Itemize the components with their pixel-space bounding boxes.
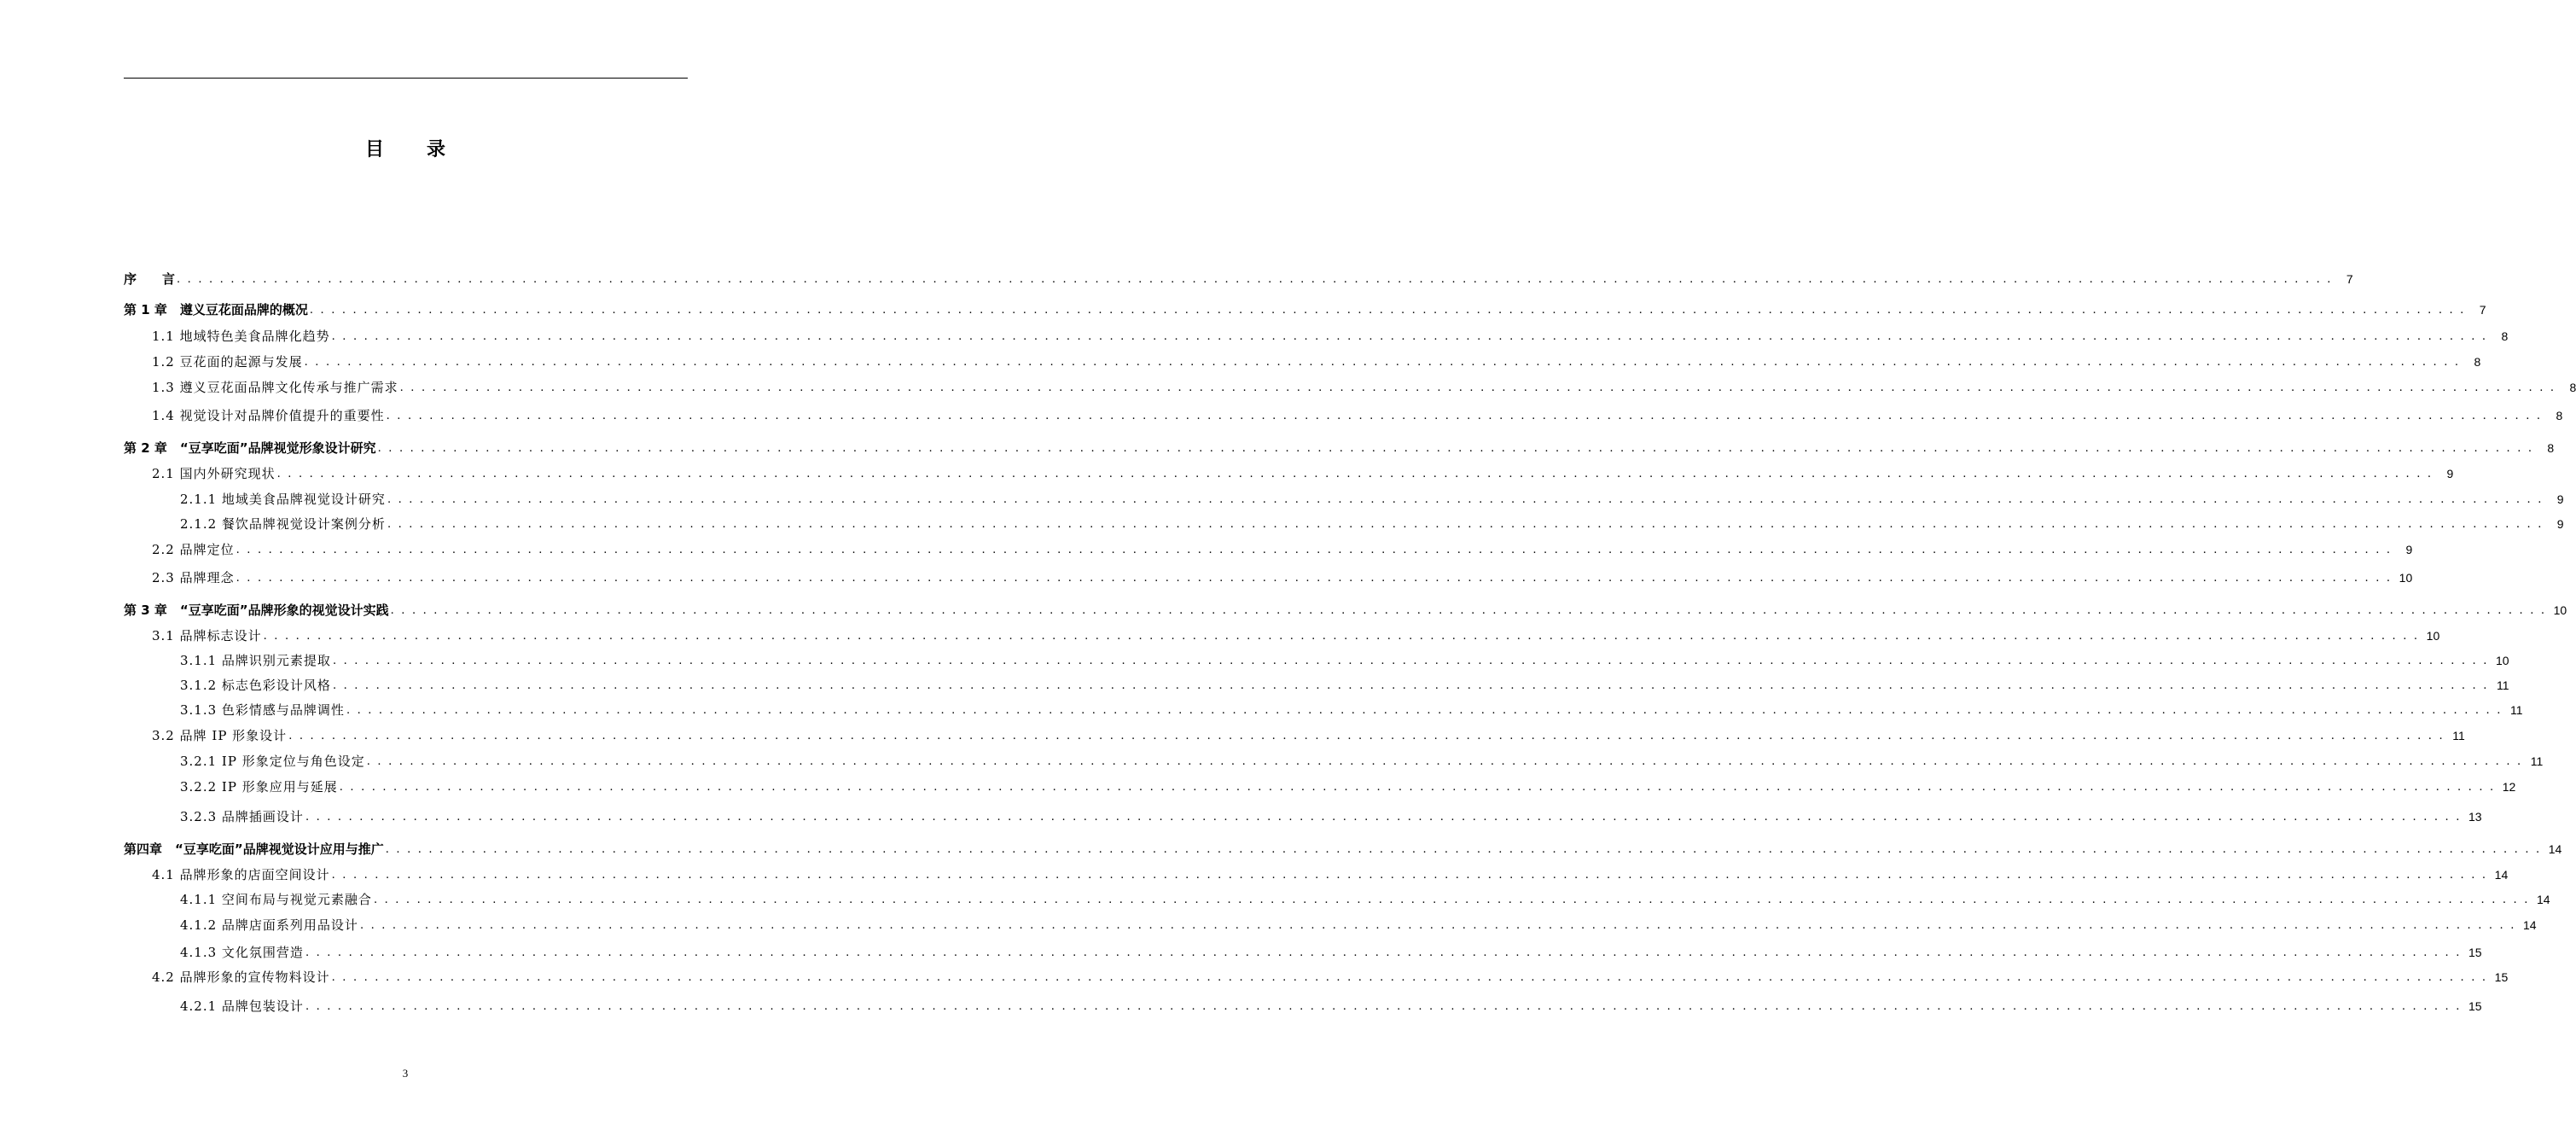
toc-entry-page: 7 bbox=[2346, 272, 2353, 286]
toc-leader-dots: . . . . . . . . . . . . . . . . . . . . . . . . . . . . . . . . . . . . . . . . . . . . . . . . . . . . . . . . . . . . . . . . . . . . . . . . . . . . . . . . . . . . . . . . . . . . . . . . . . . . . . . . . . . . . . . . . . . . . . . . . . . . . . . . . . . . . . . . . . . . . . . . . . . . . . . . . . . . . . . . . . . . . . . . . . . . . . . . . . . . . . . . . . . . . . . . . . . . . . . . bbox=[385, 843, 2542, 856]
toc-leader-dots: . . . . . . . . . . . . . . . . . . . . . . . . . . . . . . . . . . . . . . . . . . . . . . . . . . . . . . . . . . . . . . . . . . . . . . . . . . . . . . . . . . . . . . . . . . . . . . . . . . . . . . . . . . . . . . . . . . . . . . . . . . . . . . . . . . . . . . . . . . . . . . . . . . . . . . . . . . . . . . . . . . . . . . . . . . . . . . . . . . . . . . . . . . . . . . . . . . . . . . . . bbox=[305, 946, 2462, 959]
toc-entry-page: 8 bbox=[2474, 355, 2481, 369]
toc-entry-label: 3.2.3 品牌插画设计 bbox=[180, 809, 304, 824]
toc-entry-page: 14 bbox=[2536, 893, 2550, 906]
toc-leader-dots: . . . . . . . . . . . . . . . . . . . . . . . . . . . . . . . . . . . . . . . . . . . . . . . . . . . . . . . . . . . . . . . . . . . . . . . . . . . . . . . . . . . . . . . . . . . . . . . . . . . . . . . . . . . . . . . . . . . . . . . . . . . . . . . . . . . . . . . . . . . . . . . . . . . . . . . . . . . . . . . . . . . . . . . . . . . . . . . . . . . . . . . . . . . . . . . . . . . . . . . . bbox=[386, 410, 2543, 422]
toc-leader-dots: . . . . . . . . . . . . . . . . . . . . . . . . . . . . . . . . . . . . . . . . . . . . . . . . . . . . . . . . . . . . . . . . . . . . . . . . . . . . . . . . . . . . . . . . . . . . . . . . . . . . . . . . . . . . . . . . . . . . . . . . . . . . . . . . . . . . . . . . . . . . . . . . . . . . . . . . . . . . . . . . . . . . . . . . . . . . . . . . . . . . . . . . . . . . . . . . . . . . . . . . bbox=[288, 730, 2445, 742]
toc-entry-label: 1.3 遵义豆花面品牌文化传承与推广需求 bbox=[152, 380, 398, 395]
toc-entry[interactable] bbox=[124, 327, 2509, 346]
toc-entry[interactable] bbox=[124, 352, 2481, 371]
toc-leader-dots: . . . . . . . . . . . . . . . . . . . . . . . . . . . . . . . . . . . . . . . . . . . . . . . . . . . . . . . . . . . . . . . . . . . . . . . . . . . . . . . . . . . . . . . . . . . . . . . . . . . . . . . . . . . . . . . . . . . . . . . . . . . . . . . . . . . . . . . . . . . . . . . . . . . . . . . . . . . . . . . . . . . . . . . . . . . . . . . . . . . . . . . . . . . . . . . . . . . . . . . . bbox=[377, 442, 2534, 455]
toc-leader-dots: . . . . . . . . . . . . . . . . . . . . . . . . . . . . . . . . . . . . . . . . . . . . . . . . . . . . . . . . . . . . . . . . . . . . . . . . . . . . . . . . . . . . . . . . . . . . . . . . . . . . . . . . . . . . . . . . . . . . . . . . . . . . . . . . . . . . . . . . . . . . . . . . . . . . . . . . . . . . . . . . . . . . . . . . . . . . . . . . . . . . . . . . . . . . . . . . . . . . . . . . bbox=[346, 704, 2503, 717]
toc-leader-dots: . . . . . . . . . . . . . . . . . . . . . . . . . . . . . . . . . . . . . . . . . . . . . . . . . . . . . . . . . . . . . . . . . . . . . . . . . . . . . . . . . . . . . . . . . . . . . . . . . . . . . . . . . . . . . . . . . . . . . . . . . . . . . . . . . . . . . . . . . . . . . . . . . . . . . . . . . . . . . . . . . . . . . . . . . . . . . . . . . . . . . . . . . . . . . . . . . . . . . . . . bbox=[304, 356, 2461, 369]
toc-entry-page: 14 bbox=[2522, 918, 2537, 932]
toc-leader-dots: . . . . . . . . . . . . . . . . . . . . . . . . . . . . . . . . . . . . . . . . . . . . . . . . . . . . . . . . . . . . . . . . . . . . . . . . . . . . . . . . . . . . . . . . . . . . . . . . . . . . . . . . . . . . . . . . . . . . . . . . . . . . . . . . . . . . . . . . . . . . . . . . . . . . . . . . . . . . . . . . . . . . . . . . . . . . . . . . . . . . . . . . . . . . . . . . . . . . . . . . bbox=[359, 919, 2516, 932]
toc-entry[interactable] bbox=[124, 651, 2509, 670]
toc-leader-dots: . . . . . . . . . . . . . . . . . . . . . . . . . . . . . . . . . . . . . . . . . . . . . . . . . . . . . . . . . . . . . . . . . . . . . . . . . . . . . . . . . . . . . . . . . . . . . . . . . . . . . . . . . . . . . . . . . . . . . . . . . . . . . . . . . . . . . . . . . . . . . . . . . . . . . . . . . . . . . . . . . . . . . . . . . . . . . . . . . . . . . . . . . . . . . . . . . . . . . . . . bbox=[305, 1000, 2462, 1013]
toc-entry[interactable] bbox=[124, 626, 2440, 645]
toc-entry-page: 11 bbox=[2497, 678, 2509, 692]
toc-entry-page: 9 bbox=[2405, 543, 2413, 556]
toc-entry[interactable] bbox=[124, 568, 2413, 587]
toc-entry-page: 9 bbox=[2446, 467, 2454, 480]
toc-leader-dots: . . . . . . . . . . . . . . . . . . . . . . . . . . . . . . . . . . . . . . . . . . . . . . . . . . . . . . . . . . . . . . . . . . . . . . . . . . . . . . . . . . . . . . . . . . . . . . . . . . . . . . . . . . . . . . . . . . . . . . . . . . . . . . . . . . . . . . . . . . . . . . . . . . . . . . . . . . . . . . . . . . . . . . . . . . . . . . . . . . . . . . . . . . . . . . . . . . . . . . . . bbox=[236, 544, 2393, 556]
toc-entry-label: 4.1.1 空间布局与视觉元素融合 bbox=[180, 892, 372, 907]
toc-entry-label: 2.2 品牌定位 bbox=[152, 542, 235, 557]
toc-entry-label: 3.1.3 色彩情感与品牌调性 bbox=[180, 702, 345, 718]
toc-entry-page: 8 bbox=[2556, 409, 2563, 422]
toc-entry-page: 10 bbox=[2399, 571, 2413, 585]
toc-leader-dots: . . . . . . . . . . . . . . . . . . . . . . . . . . . . . . . . . . . . . . . . . . . . . . . . . . . . . . . . . . . . . . . . . . . . . . . . . . . . . . . . . . . . . . . . . . . . . . . . . . . . . . . . . . . . . . . . . . . . . . . . . . . . . . . . . . . . . . . . . . . . . . . . . . . . . . . . . . . . . . . . . . . . . . . . . . . . . . . . . . . . . . . . . . . . . . . . . . . . . . . . bbox=[305, 811, 2462, 824]
toc-leader-dots: . . . . . . . . . . . . . . . . . . . . . . . . . . . . . . . . . . . . . . . . . . . . . . . . . . . . . . . . . . . . . . . . . . . . . . . . . . . . . . . . . . . . . . . . . . . . . . . . . . . . . . . . . . . . . . . . . . . . . . . . . . . . . . . . . . . . . . . . . . . . . . . . . . . . . . . . . . . . . . . . . . . . . . . . . . . . . . . . . . . . . . . . . . . . . . . . . . . . . . . . bbox=[236, 572, 2393, 585]
toc-entry-page: 10 bbox=[2495, 654, 2509, 667]
toc-entry[interactable] bbox=[124, 943, 2482, 962]
toc-entry-label: 3.2.2 IP 形象应用与延展 bbox=[180, 779, 338, 795]
toc-entry-page: 15 bbox=[2468, 946, 2482, 959]
toc-entry-label: 第四章 “豆享吃面”品牌视觉设计应用与推广 bbox=[124, 841, 384, 857]
toc-entry-page: 7 bbox=[2479, 303, 2486, 317]
toc-leader-dots: . . . . . . . . . . . . . . . . . . . . . . . . . . . . . . . . . . . . . . . . . . . . . . . . . . . . . . . . . . . . . . . . . . . . . . . . . . . . . . . . . . . . . . . . . . . . . . . . . . . . . . . . . . . . . . . . . . . . . . . . . . . . . . . . . . . . . . . . . . . . . . . . . . . . . . . . . . . . . . . . . . . . . . . . . . . . . . . . . . . . . . . . . . . . . . . . . . . . . . . . bbox=[263, 630, 2420, 643]
toc-entry[interactable] bbox=[124, 540, 2413, 559]
toc-entry-label: 第 2 章 “豆享吃面”品牌视觉形象设计研究 bbox=[124, 440, 376, 456]
toc-entry[interactable] bbox=[124, 300, 2486, 319]
toc-entry-label: 3.2.1 IP 形象定位与角色设定 bbox=[180, 754, 365, 769]
toc-entry[interactable] bbox=[124, 490, 2564, 509]
toc-title: 目 录 bbox=[364, 139, 457, 160]
toc-entry[interactable] bbox=[124, 997, 2482, 1016]
toc-entry[interactable] bbox=[124, 701, 2523, 719]
toc-leader-dots: . . . . . . . . . . . . . . . . . . . . . . . . . . . . . . . . . . . . . . . . . . . . . . . . . . . . . . . . . . . . . . . . . . . . . . . . . . . . . . . . . . . . . . . . . . . . . . . . . . . . . . . . . . . . . . . . . . . . . . . . . . . . . . . . . . . . . . . . . . . . . . . . . . . . . . . . . . . . . . . . . . . . . . . . . . . . . . . . . . . . . . . . . . . . . . . . . . . . . . . . bbox=[373, 894, 2530, 906]
toc-entry-label: 第 3 章 “豆享吃面”品牌形象的视觉设计实践 bbox=[124, 603, 389, 618]
toc-entry-page: 10 bbox=[2426, 629, 2440, 643]
toc-entry-label: 3.2 品牌 IP 形象设计 bbox=[152, 728, 288, 743]
toc-leader-dots: . . . . . . . . . . . . . . . . . . . . . . . . . . . . . . . . . . . . . . . . . . . . . . . . . . . . . . . . . . . . . . . . . . . . . . . . . . . . . . . . . . . . . . . . . . . . . . . . . . . . . . . . . . . . . . . . . . . . . . . . . . . . . . . . . . . . . . . . . . . . . . . . . . . . . . . . . . . . . . . . . . . . . . . . . . . . . . . . . . . . . . . . . . . . . . . . . . . . . . . . bbox=[331, 971, 2488, 984]
toc-entry-label: 2.1.2 餐饮品牌视觉设计案例分析 bbox=[180, 516, 386, 532]
toc-entry[interactable] bbox=[124, 752, 2544, 771]
toc-entry-page: 14 bbox=[2548, 842, 2562, 856]
toc-entry-page: 8 bbox=[2569, 381, 2576, 394]
toc-entry-label: 4.2.1 品牌包装设计 bbox=[180, 999, 304, 1014]
toc-entry[interactable] bbox=[124, 777, 2516, 796]
toc-entry-page: 11 bbox=[2510, 703, 2523, 717]
toc-entry[interactable] bbox=[124, 464, 2454, 483]
toc-entry-page: 15 bbox=[2494, 970, 2509, 984]
toc-entry-page: 9 bbox=[2556, 492, 2564, 506]
toc-entry[interactable] bbox=[124, 890, 2550, 909]
toc-entry-label: 4.1 品牌形象的店面空间设计 bbox=[152, 867, 330, 882]
toc-leader-dots: . . . . . . . . . . . . . . . . . . . . . . . . . . . . . . . . . . . . . . . . . . . . . . . . . . . . . . . . . . . . . . . . . . . . . . . . . . . . . . . . . . . . . . . . . . . . . . . . . . . . . . . . . . . . . . . . . . . . . . . . . . . . . . . . . . . . . . . . . . . . . . . . . . . . . . . . . . . . . . . . . . . . . . . . . . . . . . . . . . . . . . . . . . . . . . . . . . . . . . . . bbox=[332, 655, 2489, 667]
toc-entry[interactable] bbox=[124, 439, 2555, 457]
toc-entry[interactable] bbox=[124, 726, 2465, 745]
toc-entry-label: 3.1.1 品牌识别元素提取 bbox=[180, 653, 331, 668]
toc-entry[interactable] bbox=[124, 807, 2482, 826]
toc-entry-label: 2.1 国内外研究现状 bbox=[152, 466, 276, 481]
toc-entry[interactable] bbox=[124, 916, 2537, 934]
toc-entry-page: 14 bbox=[2494, 868, 2509, 882]
toc-entry-label: 3.1 品牌标志设计 bbox=[152, 628, 262, 643]
toc-entry-page: 15 bbox=[2468, 999, 2482, 1013]
toc-entry-page: 8 bbox=[2547, 441, 2555, 455]
toc-leader-dots: . . . . . . . . . . . . . . . . . . . . . . . . . . . . . . . . . . . . . . . . . . . . . . . . . . . . . . . . . . . . . . . . . . . . . . . . . . . . . . . . . . . . . . . . . . . . . . . . . . . . . . . . . . . . . . . . . . . . . . . . . . . . . . . . . . . . . . . . . . . . . . . . . . . . . . . . . . . . . . . . . . . . . . . . . . . . . . . . . . . . . . . . . . . . . . . . . . . . . . . . bbox=[339, 781, 2496, 794]
toc-entry-page: 11 bbox=[2452, 729, 2465, 742]
toc-entry-label: 4.1.2 品牌店面系列用品设计 bbox=[180, 917, 358, 933]
toc-entry[interactable] bbox=[124, 515, 2564, 533]
toc-entry-label: 3.1.2 标志色彩设计风格 bbox=[180, 678, 331, 693]
toc-leader-dots: . . . . . . . . . . . . . . . . . . . . . . . . . . . . . . . . . . . . . . . . . . . . . . . . . . . . . . . . . . . . . . . . . . . . . . . . . . . . . . . . . . . . . . . . . . . . . . . . . . . . . . . . . . . . . . . . . . . . . . . . . . . . . . . . . . . . . . . . . . . . . . . . . . . . . . . . . . . . . . . . . . . . . . . . . . . . . . . . . . . . . . . . . . . . . . . . . . . . . . . . bbox=[366, 755, 2523, 768]
toc-entry-label: 1.2 豆花面的起源与发展 bbox=[152, 354, 303, 370]
toc-leader-dots: . . . . . . . . . . . . . . . . . . . . . . . . . . . . . . . . . . . . . . . . . . . . . . . . . . . . . . . . . . . . . . . . . . . . . . . . . . . . . . . . . . . . . . . . . . . . . . . . . . . . . . . . . . . . . . . . . . . . . . . . . . . . . . . . . . . . . . . . . . . . . . . . . . . . . . . . . . . . . . . . . . . . . . . . . . . . . . . . . . . . . . . . . . . . . . . . . . . . . . . . bbox=[331, 330, 2488, 343]
toc-leader-dots: . . . . . . . . . . . . . . . . . . . . . . . . . . . . . . . . . . . . . . . . . . . . . . . . . . . . . . . . . . . . . . . . . . . . . . . . . . . . . . . . . . . . . . . . . . . . . . . . . . . . . . . . . . . . . . . . . . . . . . . . . . . . . . . . . . . . . . . . . . . . . . . . . . . . . . . . . . . . . . . . . . . . . . . . . . . . . . . . . . . . . . . . . . . . . . . . . . . . . . . . bbox=[399, 381, 2556, 394]
toc-leader-dots: . . . . . . . . . . . . . . . . . . . . . . . . . . . . . . . . . . . . . . . . . . . . . . . . . . . . . . . . . . . . . . . . . . . . . . . . . . . . . . . . . . . . . . . . . . . . . . . . . . . . . . . . . . . . . . . . . . . . . . . . . . . . . . . . . . . . . . . . . . . . . . . . . . . . . . . . . . . . . . . . . . . . . . . . . . . . . . . . . . . . . . . . . . . . . . . . . . . . . . . . bbox=[309, 304, 2466, 317]
toc-entry-page: 13 bbox=[2468, 810, 2482, 824]
toc-entry-page: 10 bbox=[2553, 603, 2567, 617]
toc-entry-label: 1.4 视觉设计对品牌价值提升的重要性 bbox=[152, 408, 385, 423]
toc-entry-label: 4.1.3 文化氛围营造 bbox=[180, 945, 304, 960]
toc-entry-page: 8 bbox=[2501, 329, 2509, 343]
toc-entry[interactable] bbox=[124, 601, 2567, 620]
toc-entry[interactable] bbox=[124, 270, 2353, 288]
toc-entry[interactable] bbox=[124, 968, 2509, 987]
toc-entry-page: 12 bbox=[2502, 780, 2516, 794]
toc-entry-label: 1.1 地域特色美食品牌化趋势 bbox=[152, 329, 330, 344]
toc-entry-label: 2.1.1 地域美食品牌视觉设计研究 bbox=[180, 492, 386, 507]
toc-leader-dots: . . . . . . . . . . . . . . . . . . . . . . . . . . . . . . . . . . . . . . . . . . . . . . . . . . . . . . . . . . . . . . . . . . . . . . . . . . . . . . . . . . . . . . . . . . . . . . . . . . . . . . . . . . . . . . . . . . . . . . . . . . . . . . . . . . . . . . . . . . . . . . . . . . . . . . . . . . . . . . . . . . . . . . . . . . . . . . . . . . . . . . . . . . . . . . . . . . . . . . . . bbox=[387, 493, 2544, 506]
toc-leader-dots: . . . . . . . . . . . . . . . . . . . . . . . . . . . . . . . . . . . . . . . . . . . . . . . . . . . . . . . . . . . . . . . . . . . . . . . . . . . . . . . . . . . . . . . . . . . . . . . . . . . . . . . . . . . . . . . . . . . . . . . . . . . . . . . . . . . . . . . . . . . . . . . . . . . . . . . . . . . . . . . . . . . . . . . . . . . . . . . . . . . . . . . . . . . . . . . . . . . . . . . . bbox=[387, 518, 2544, 531]
toc-leader-dots: . . . . . . . . . . . . . . . . . . . . . . . . . . . . . . . . . . . . . . . . . . . . . . . . . . . . . . . . . . . . . . . . . . . . . . . . . . . . . . . . . . . . . . . . . . . . . . . . . . . . . . . . . . . . . . . . . . . . . . . . . . . . . . . . . . . . . . . . . . . . . . . . . . . . . . . . . . . . . . . . . . . . . . . . . . . . . . . . . . . . . . . . . . . . . . . . . . . . . . . . bbox=[276, 468, 2434, 480]
toc-entry-label: 第 1 章 遵义豆花面品牌的概况 bbox=[124, 302, 308, 317]
page-number: 3 bbox=[402, 1067, 409, 1080]
header-rule bbox=[124, 78, 688, 79]
toc-leader-dots: . . . . . . . . . . . . . . . . . . . . . . . . . . . . . . . . . . . . . . . . . . . . . . . . . . . . . . . . . . . . . . . . . . . . . . . . . . . . . . . . . . . . . . . . . . . . . . . . . . . . . . . . . . . . . . . . . . . . . . . . . . . . . . . . . . . . . . . . . . . . . . . . . . . . . . . . . . . . . . . . . . . . . . . . . . . . . . . . . . . . . . . . . . . . . . . . . . . . . . . . bbox=[332, 679, 2489, 692]
toc-entry-page: 9 bbox=[2556, 517, 2564, 531]
toc-entry[interactable] bbox=[124, 840, 2562, 859]
toc-leader-dots: . . . . . . . . . . . . . . . . . . . . . . . . . . . . . . . . . . . . . . . . . . . . . . . . . . . . . . . . . . . . . . . . . . . . . . . . . . . . . . . . . . . . . . . . . . . . . . . . . . . . . . . . . . . . . . . . . . . . . . . . . . . . . . . . . . . . . . . . . . . . . . . . . . . . . . . . . . . . . . . . . . . . . . . . . . . . . . . . . . . . . . . . . . . . . . . . . . . . . . . . bbox=[331, 869, 2488, 882]
toc-entry-label: 2.3 品牌理念 bbox=[152, 570, 235, 585]
toc-entry[interactable] bbox=[124, 378, 2576, 397]
toc-entry[interactable] bbox=[124, 676, 2509, 695]
toc-entry-label: 序 言 bbox=[124, 271, 176, 287]
toc-entry[interactable] bbox=[124, 406, 2563, 425]
toc-leader-dots: . . . . . . . . . . . . . . . . . . . . . . . . . . . . . . . . . . . . . . . . . . . . . . . . . . . . . . . . . . . . . . . . . . . . . . . . . . . . . . . . . . . . . . . . . . . . . . . . . . . . . . . . . . . . . . . . . . . . . . . . . . . . . . . . . . . . . . . . . . . . . . . . . . . . . . . . . . . . . . . . . . . . . . . . . . . . . . . . . . . . . . . . . . . . . . . . . . . . . . . . bbox=[177, 273, 2333, 286]
toc-entry-page: 11 bbox=[2530, 754, 2544, 768]
toc-entry-label: 4.2 品牌形象的宣传物料设计 bbox=[152, 969, 330, 985]
toc-entry[interactable] bbox=[124, 865, 2509, 884]
toc-leader-dots: . . . . . . . . . . . . . . . . . . . . . . . . . . . . . . . . . . . . . . . . . . . . . . . . . . . . . . . . . . . . . . . . . . . . . . . . . . . . . . . . . . . . . . . . . . . . . . . . . . . . . . . . . . . . . . . . . . . . . . . . . . . . . . . . . . . . . . . . . . . . . . . . . . . . . . . . . . . . . . . . . . . . . . . . . . . . . . . . . . . . . . . . . . . . . . . . . . . . . . . . bbox=[390, 604, 2547, 617]
